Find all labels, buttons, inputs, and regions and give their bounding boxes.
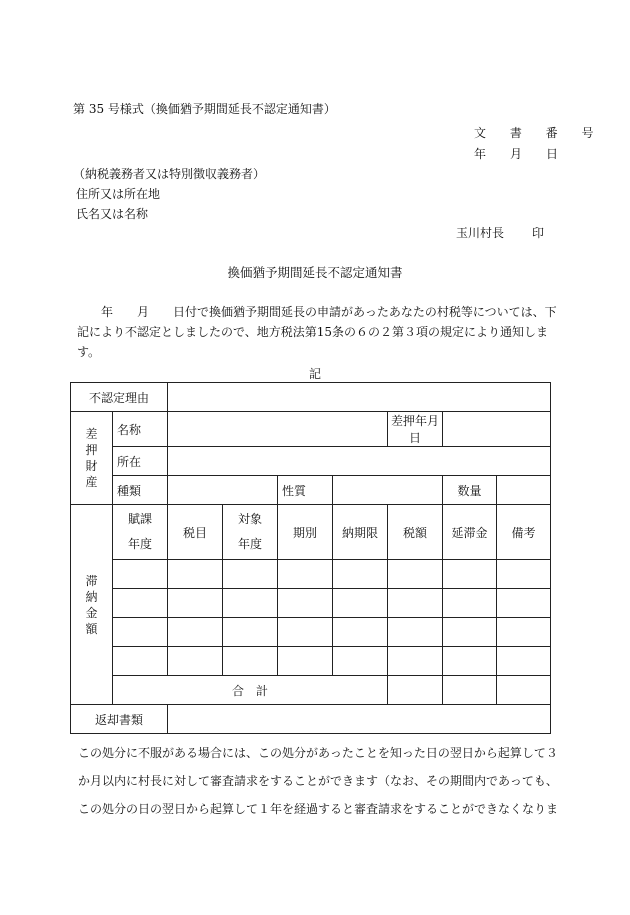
return-docs-row xyxy=(71,705,551,734)
type-row xyxy=(71,476,551,505)
notice-form-table xyxy=(70,382,551,734)
total-row xyxy=(71,676,551,705)
location-label: 所在 xyxy=(113,447,168,476)
seizure-date-field[interactable] xyxy=(443,412,551,447)
arrears-row xyxy=(71,560,551,589)
location-field[interactable] xyxy=(168,447,551,476)
seizure-date-label: 差押年月日 xyxy=(388,412,443,447)
issuer xyxy=(456,224,544,241)
nature-field[interactable] xyxy=(333,476,443,505)
issue-date xyxy=(474,145,558,162)
issuer-name: 玉川村長 xyxy=(456,226,505,240)
total-tax-amount[interactable] xyxy=(388,676,443,705)
nature-label: 性質 xyxy=(278,476,333,505)
reason-label: 不認定理由 xyxy=(71,383,168,412)
col-late-fee: 延滞金 xyxy=(443,505,497,560)
col-due-date: 納期限 xyxy=(333,505,388,560)
reason-field[interactable] xyxy=(168,383,551,412)
quantity-label: 数量 xyxy=(443,476,497,505)
property-name-label: 名称 xyxy=(113,412,168,447)
date-month: 月 xyxy=(509,147,522,161)
date-day: 日 xyxy=(545,147,558,161)
type-field[interactable] xyxy=(168,476,278,505)
return-docs-label: 返却書類 xyxy=(71,705,168,734)
date-year: 年 xyxy=(474,147,487,161)
document-title: 換価猶予期間延長不認定通知書 xyxy=(227,265,403,280)
document-number-label: 文 書 番 号 xyxy=(474,126,604,140)
seized-name-row xyxy=(71,412,551,447)
recipient-category: （納税義務者又は特別徴収義務者） xyxy=(73,167,266,181)
arrears-amount-label: 滞 納 金 額 xyxy=(71,505,113,705)
return-docs-field[interactable] xyxy=(168,705,551,734)
col-tax-amount: 税額 xyxy=(388,505,443,560)
col-period: 期別 xyxy=(278,505,333,560)
col-fiscal-year: 賦課 年度 xyxy=(113,505,168,560)
arrears-header-row xyxy=(71,505,551,560)
address-label: 住所又は所在地 xyxy=(76,187,161,201)
arrears-row xyxy=(71,647,551,676)
col-target-year: 対象 年度 xyxy=(223,505,278,560)
col-tax-item: 税目 xyxy=(168,505,223,560)
col-remarks: 備考 xyxy=(497,505,551,560)
arrears-row xyxy=(71,589,551,618)
location-row xyxy=(71,447,551,476)
form-number: 第 35 号様式（換価猶予期間延長不認定通知書） xyxy=(73,102,336,116)
body-text: 年 月 日付で換価猶予期間延長の申請があったあなたの村税等については、下記により不認定としましたので、地方税法第15条の６の２第３項の規定により通知します。 xyxy=(77,305,557,359)
type-label: 種類 xyxy=(113,476,168,505)
reason-row xyxy=(71,383,551,412)
seal-mark: 印 xyxy=(532,226,545,240)
total-remarks[interactable] xyxy=(497,676,551,705)
seized-property-label: 差 押 財 産 xyxy=(71,412,113,505)
property-name-field[interactable] xyxy=(168,412,388,447)
quantity-field[interactable] xyxy=(497,476,551,505)
total-label: 合 計 xyxy=(113,676,388,705)
total-late-fee[interactable] xyxy=(443,676,497,705)
appeal-notice: この処分に不服がある場合には、この処分があったことを知った日の翌日から起算して３か月以内に村長に対して審査請求をすることができます（なお、その期間内であっても、この処分の日の翌日から起算して１年を経過すると審査請求をすることができなくなりま xyxy=(78,746,559,816)
name-label: 氏名又は名称 xyxy=(76,207,149,221)
arrears-row xyxy=(71,618,551,647)
ki-heading: 記 xyxy=(308,367,321,381)
